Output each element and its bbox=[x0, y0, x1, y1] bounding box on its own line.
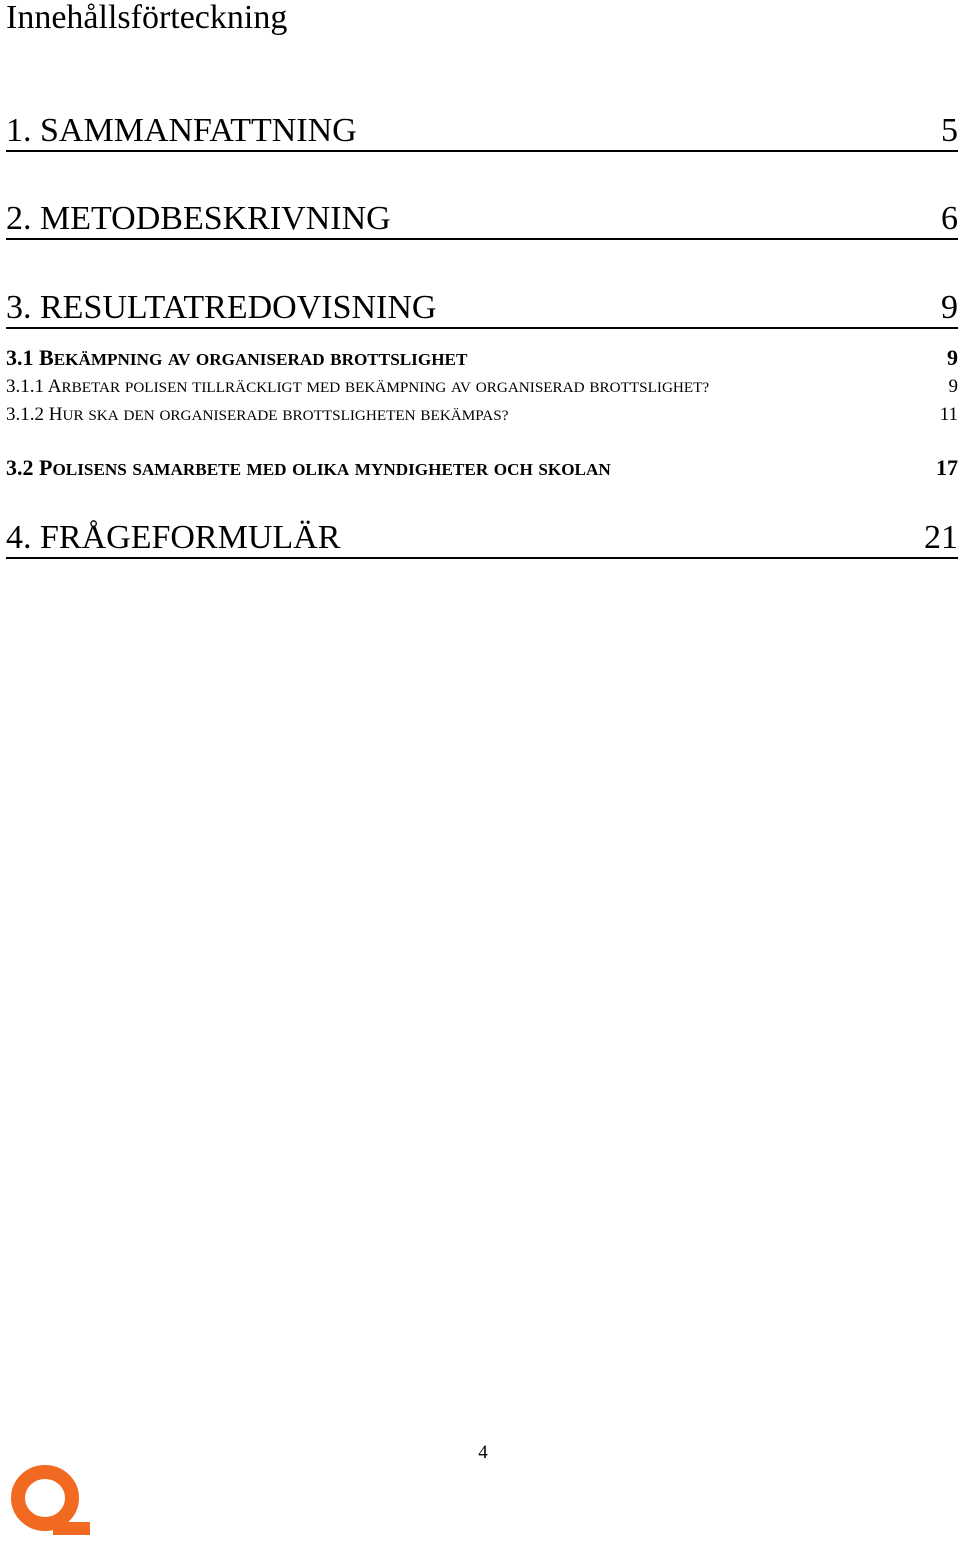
page-number: 4 bbox=[478, 1442, 488, 1463]
toc-entry-page: 17 bbox=[936, 455, 958, 480]
toc-entry-page: 6 bbox=[941, 200, 958, 237]
toc-entry[interactable] bbox=[6, 375, 958, 399]
toc-entry-label: 3.1.2 HUR SKA DEN ORGANISERADE BROTTSLIGHETEN BEKÄMPAS? bbox=[6, 404, 509, 425]
toc-entry-label: 2. METODBESKRIVNING bbox=[6, 200, 391, 237]
toc-entry-page: 5 bbox=[941, 112, 958, 149]
toc-entry-label: 4. FRÅGEFORMULÄR bbox=[6, 519, 341, 556]
toc-entry-label: 3.2 POLISENS SAMARBETE MED OLIKA MYNDIGHETER OCH SKOLAN bbox=[6, 455, 611, 480]
toc-entry[interactable] bbox=[6, 455, 958, 483]
toc-entry[interactable] bbox=[6, 200, 958, 240]
toc-entry-label: 3.1 BEKÄMPNING AV ORGANISERAD BROTTSLIGHET bbox=[6, 345, 468, 370]
toc-entry[interactable] bbox=[6, 112, 958, 152]
toc-entry[interactable] bbox=[6, 519, 958, 559]
q-logo-icon bbox=[7, 1462, 91, 1536]
toc-entry-label: 3. RESULTATREDOVISNING bbox=[6, 289, 437, 326]
toc-entry-page: 11 bbox=[939, 404, 958, 425]
toc-entry-page: 21 bbox=[924, 519, 958, 556]
q-logo-tail bbox=[53, 1522, 90, 1535]
toc-entry-page: 9 bbox=[947, 345, 958, 370]
toc-entry-page: 9 bbox=[941, 289, 958, 326]
toc-entry-label: 1. SAMMANFATTNING bbox=[6, 112, 357, 149]
q-logo-ring bbox=[18, 1472, 72, 1524]
toc-entry[interactable] bbox=[6, 345, 958, 373]
toc-entry[interactable] bbox=[6, 289, 958, 329]
toc-entry-label: 3.1.1 ARBETAR POLISEN TILLRÄCKLIGT MED BEKÄMPNING AV ORGANISERAD BROTTSLIGHET? bbox=[6, 376, 710, 397]
page-title: Innehållsförteckning bbox=[6, 0, 288, 36]
toc-entry[interactable] bbox=[6, 403, 958, 427]
toc-entry-page: 9 bbox=[948, 376, 958, 397]
